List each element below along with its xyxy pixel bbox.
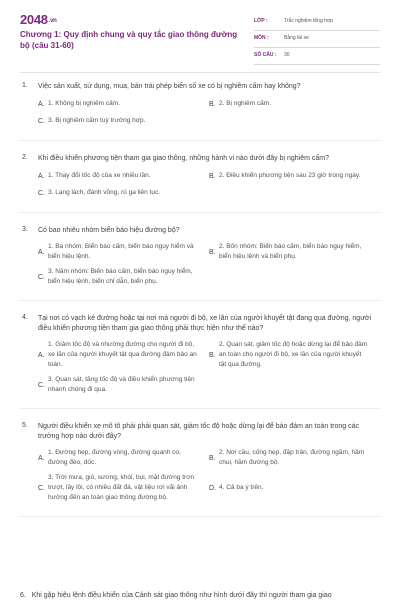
answer-letter: C. xyxy=(38,381,45,389)
meta-row-subject xyxy=(254,31,380,48)
question-4 xyxy=(20,312,380,409)
answer-letter: C. xyxy=(38,484,45,492)
question-text: Việc sản xuất, sử dụng, mua, bán trái phép biển số xe có bị nghiêm cấm hay không? xyxy=(38,83,301,90)
question-5 xyxy=(20,420,380,517)
answer-list xyxy=(38,448,380,508)
answer-letter: A. xyxy=(38,248,45,256)
question-1 xyxy=(20,80,380,141)
answer-text: 3. Bị nghiêm cấm tuỳ trường hợp. xyxy=(48,117,146,124)
chapter-title: Chương 1: Quy định chung và quy tắc giao thông đường bộ (câu 31-60) xyxy=(20,30,238,50)
meta-row-class xyxy=(254,14,380,31)
question-2 xyxy=(20,152,380,213)
answer-option[interactable] xyxy=(38,242,209,262)
answer-option[interactable] xyxy=(209,448,380,468)
answer-letter: B. xyxy=(209,351,216,359)
question-number: 5. xyxy=(22,422,28,429)
header-divider xyxy=(20,72,380,73)
answer-list xyxy=(38,98,380,132)
meta-value: 30 xyxy=(284,52,290,58)
answer-text: 3. Năm nhóm: Biển báo cấm, biển báo nguy hiểm, biển hiệu lệnh, biển chỉ dẫn, biển phụ. xyxy=(48,268,193,285)
answer-letter: C. xyxy=(38,189,45,197)
answer-text: 1. Đường hẹp, đường vòng, đường quanh co, đường đèo, dốc. xyxy=(48,449,181,466)
answer-option[interactable] xyxy=(38,187,209,199)
answer-text: 3. Quan sát, tăng tốc độ và điều khiển phương tiện nhanh chóng đi qua. xyxy=(48,376,195,393)
question-text: Có bao nhiêu nhóm biển báo hiệu đường bộ? xyxy=(38,227,180,234)
meta-label: SỐ CÂU : xyxy=(254,52,277,58)
question-number: 6. xyxy=(20,592,26,599)
meta-label: LỚP : xyxy=(254,18,268,24)
answer-letter: C. xyxy=(38,117,45,125)
meta-value: Bằng lái xe xyxy=(284,35,309,41)
meta-info xyxy=(254,14,380,65)
question-text: Khi điều khiển phương tiện tham gia giao thông, những hành vi nào dưới đây bị nghiêm cấm? xyxy=(38,155,329,162)
answer-text: 1. Giảm tốc độ và nhường đường cho người đi bộ, xe lăn của người khuyết tật qua đường đảm bảo an toàn. xyxy=(48,341,197,368)
answer-list xyxy=(38,242,380,292)
question-number: 2. xyxy=(22,154,28,161)
answer-option[interactable] xyxy=(209,340,380,370)
answer-option[interactable] xyxy=(209,242,380,262)
meta-label: MÔN : xyxy=(254,35,269,41)
answer-letter: A. xyxy=(38,100,45,108)
answer-option[interactable] xyxy=(38,340,209,370)
answer-letter: C. xyxy=(38,273,45,281)
question-list xyxy=(0,80,400,528)
meta-value: Trắc nghiệm tổng hợp xyxy=(284,18,333,24)
answer-list xyxy=(38,170,380,204)
answer-text: 3. Lạng lách, đánh võng, rú ga liên tục. xyxy=(48,189,161,196)
answer-text: 1. Ba nhóm: Biển báo cấm, biển báo nguy hiểm và biển hiệu lệnh. xyxy=(48,243,194,260)
question-6-partial xyxy=(20,592,332,599)
answer-list xyxy=(38,340,380,400)
answer-letter: A. xyxy=(38,351,45,359)
question-text: Người điều khiển xe mô tô phải phải quan sát, giảm tốc độ hoặc dừng lại để bảo đảm an toàn trong các trường hợp nào dưới đây? xyxy=(38,423,359,440)
answer-option[interactable] xyxy=(209,98,380,110)
answer-text: 3. Trời mưa, gió, sương, khói, bụi, mặt đường trơn trượt, lầy lội, có nhiều đất đá, vật liệu rơi vãi ảnh hưởng đến an toàn giao thông đường bộ. xyxy=(48,474,195,501)
answer-letter: A. xyxy=(38,454,45,462)
answer-option[interactable] xyxy=(38,375,209,395)
answer-letter: B. xyxy=(209,454,216,462)
meta-row-count xyxy=(254,48,380,65)
answer-option[interactable] xyxy=(38,170,209,182)
answer-text: 1. Thay đổi tốc độ của xe nhiều lần. xyxy=(48,172,151,179)
answer-option[interactable] xyxy=(38,267,209,287)
answer-option[interactable] xyxy=(209,170,380,182)
answer-letter: B. xyxy=(209,100,216,108)
page-header xyxy=(0,0,400,68)
logo-suffix: .vn xyxy=(48,17,57,24)
answer-option[interactable] xyxy=(38,115,209,127)
question-number: 3. xyxy=(22,226,28,233)
answer-text: 4. Cả ba ý trên. xyxy=(219,484,264,491)
question-number: 4. xyxy=(22,314,28,321)
question-3 xyxy=(20,224,380,301)
answer-letter: B. xyxy=(209,172,216,180)
question-number: 1. xyxy=(22,82,28,89)
answer-option[interactable] xyxy=(38,448,209,468)
question-text: Tại nơi có vạch kẻ đường hoặc tại nơi mà người đi bộ, xe lăn của người khuyết tật đang qua đường, người điều khiển phương tiện tham gia giao thông phải thực hiện như thế nào? xyxy=(38,315,372,332)
answer-text: 1. Không bị nghiêm cấm. xyxy=(48,100,120,107)
logo-text: 2048 xyxy=(20,12,48,27)
question-text: Khi gặp hiệu lệnh điều khiển của Cảnh sát giao thông như hình dưới đây thì người tham gia giao xyxy=(31,592,332,599)
answer-letter: B. xyxy=(209,248,216,256)
answer-option[interactable] xyxy=(38,473,209,503)
answer-option[interactable] xyxy=(38,98,209,110)
answer-text: 2. Bốn nhóm: Biển báo cấm, biển báo nguy hiểm, biển hiệu lệnh và biển phụ. xyxy=(219,243,362,260)
answer-option[interactable] xyxy=(209,473,380,503)
answer-text: 2. Nơi cầu, cống hẹp, đập tràn, đường ngầm, hầm chui, hầm đường bộ. xyxy=(219,449,365,466)
site-logo[interactable] xyxy=(20,12,57,27)
answer-letter: D. xyxy=(209,484,216,492)
answer-text: 2. Điều khiển phương tiện sau 23 giờ trong ngày. xyxy=(219,172,361,179)
answer-letter: A. xyxy=(38,172,45,180)
answer-text: 2. Quan sát, giảm tốc độ hoặc dừng lại để bảo đảm an toàn cho người đi bộ, xe lăn của người khuyết tật qua đường. xyxy=(219,341,368,368)
answer-text: 2. Bị nghiêm cấm. xyxy=(219,100,272,107)
